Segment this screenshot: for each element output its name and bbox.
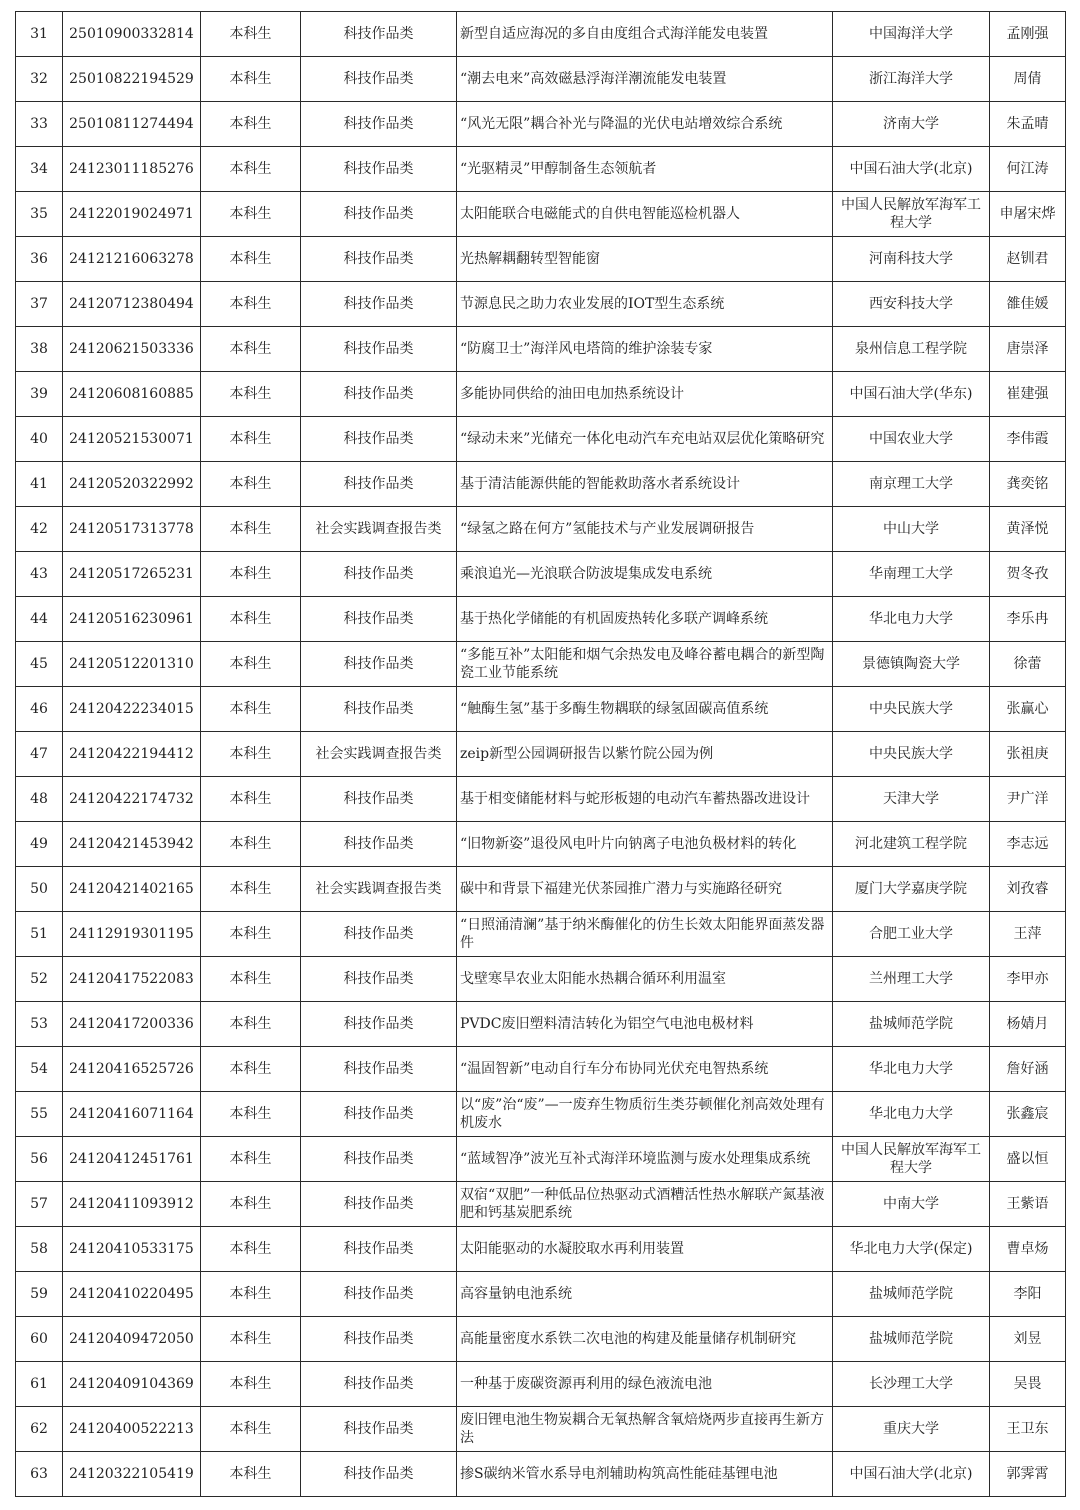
- project-title: “防腐卫士”海洋风电塔筒的维护涂装专家: [457, 327, 833, 372]
- student-level: 本科生: [201, 1362, 301, 1407]
- project-title: 节源息民之助力农业发展的IOT型生态系统: [457, 282, 833, 327]
- project-title: “蓝域智净”波光互补式海洋环境监测与废水处理集成系统: [457, 1137, 833, 1182]
- table-row: [16, 282, 1066, 327]
- entry-id: 24120322105419: [63, 1452, 201, 1497]
- applicant-name: 吴畏: [990, 1362, 1066, 1407]
- applicant-name: 龚奕铭: [990, 462, 1066, 507]
- applicant-name: 曹卓炀: [990, 1227, 1066, 1272]
- school-name: 景德镇陶瓷大学: [833, 642, 990, 687]
- school-name: 华北电力大学(保定): [833, 1227, 990, 1272]
- entry-id: 24120608160885: [63, 372, 201, 417]
- row-number: 37: [16, 282, 63, 327]
- entry-id: 24120516230961: [63, 597, 201, 642]
- school-name: 天津大学: [833, 777, 990, 822]
- row-number: 53: [16, 1002, 63, 1047]
- table-body: [16, 12, 1066, 1497]
- table-row: [16, 507, 1066, 552]
- entry-id: 24120521530071: [63, 417, 201, 462]
- student-level: 本科生: [201, 1407, 301, 1452]
- school-name: 中国人民解放军海军工程大学: [833, 192, 990, 237]
- table-row: [16, 1047, 1066, 1092]
- work-category: 科技作品类: [301, 1227, 457, 1272]
- project-title: 太阳能驱动的水凝胶取水再利用装置: [457, 1227, 833, 1272]
- school-name: 浙江海洋大学: [833, 57, 990, 102]
- student-level: 本科生: [201, 1272, 301, 1317]
- row-number: 34: [16, 147, 63, 192]
- work-category: 科技作品类: [301, 1002, 457, 1047]
- work-category: 科技作品类: [301, 1317, 457, 1362]
- entry-id: 24120422234015: [63, 687, 201, 732]
- work-category: 社会实践调查报告类: [301, 732, 457, 777]
- school-name: 华北电力大学: [833, 1092, 990, 1137]
- entry-id: 24120410533175: [63, 1227, 201, 1272]
- student-level: 本科生: [201, 1182, 301, 1227]
- row-number: 45: [16, 642, 63, 687]
- table-row: [16, 57, 1066, 102]
- table-row: [16, 867, 1066, 912]
- applicant-name: 郭霁霄: [990, 1452, 1066, 1497]
- entry-id: 24123011185276: [63, 147, 201, 192]
- applicant-name: 刘孜睿: [990, 867, 1066, 912]
- student-level: 本科生: [201, 1047, 301, 1092]
- student-level: 本科生: [201, 237, 301, 282]
- student-level: 本科生: [201, 192, 301, 237]
- student-level: 本科生: [201, 102, 301, 147]
- project-title: 乘浪追光—光浪联合防波堤集成发电系统: [457, 552, 833, 597]
- table-row: [16, 237, 1066, 282]
- student-level: 本科生: [201, 282, 301, 327]
- work-category: 科技作品类: [301, 102, 457, 147]
- project-title: “触酶生氢”基于多酶生物耦联的绿氢固碳高值系统: [457, 687, 833, 732]
- entry-id: 24120421453942: [63, 822, 201, 867]
- entry-id: 24120520322992: [63, 462, 201, 507]
- applicant-name: 王卫东: [990, 1407, 1066, 1452]
- applicant-name: 詹好涵: [990, 1047, 1066, 1092]
- row-number: 41: [16, 462, 63, 507]
- row-number: 55: [16, 1092, 63, 1137]
- applicant-name: 何江涛: [990, 147, 1066, 192]
- entry-id: 24120712380494: [63, 282, 201, 327]
- row-number: 46: [16, 687, 63, 732]
- student-level: 本科生: [201, 462, 301, 507]
- work-category: 科技作品类: [301, 777, 457, 822]
- entry-id: 24120517265231: [63, 552, 201, 597]
- student-level: 本科生: [201, 957, 301, 1002]
- work-category: 科技作品类: [301, 372, 457, 417]
- table-row: [16, 777, 1066, 822]
- project-title: 碳中和背景下福建光伏茶园推广潜力与实施路径研究: [457, 867, 833, 912]
- school-name: 西安科技大学: [833, 282, 990, 327]
- results-table: [15, 11, 1066, 1497]
- student-level: 本科生: [201, 1002, 301, 1047]
- row-number: 50: [16, 867, 63, 912]
- row-number: 47: [16, 732, 63, 777]
- table-row: [16, 1362, 1066, 1407]
- applicant-name: 孟刚强: [990, 12, 1066, 57]
- work-category: 科技作品类: [301, 822, 457, 867]
- entry-id: 25010822194529: [63, 57, 201, 102]
- school-name: 中国海洋大学: [833, 12, 990, 57]
- work-category: 科技作品类: [301, 462, 457, 507]
- work-category: 科技作品类: [301, 687, 457, 732]
- applicant-name: 王萍: [990, 912, 1066, 957]
- work-category: 科技作品类: [301, 552, 457, 597]
- work-category: 社会实践调查报告类: [301, 867, 457, 912]
- entry-id: 25010811274494: [63, 102, 201, 147]
- applicant-name: 唐崇泽: [990, 327, 1066, 372]
- work-category: 科技作品类: [301, 1047, 457, 1092]
- student-level: 本科生: [201, 867, 301, 912]
- work-category: 科技作品类: [301, 1272, 457, 1317]
- applicant-name: 杨婧月: [990, 1002, 1066, 1047]
- applicant-name: 贺冬孜: [990, 552, 1066, 597]
- work-category: 社会实践调查报告类: [301, 507, 457, 552]
- entry-id: 24120422194412: [63, 732, 201, 777]
- project-title: “光驱精灵”甲醇制备生态领航者: [457, 147, 833, 192]
- student-level: 本科生: [201, 777, 301, 822]
- student-level: 本科生: [201, 687, 301, 732]
- work-category: 科技作品类: [301, 1092, 457, 1137]
- table-row: [16, 552, 1066, 597]
- project-title: 戈壁寒旱农业太阳能水热耦合循环利用温室: [457, 957, 833, 1002]
- applicant-name: 黄泽悦: [990, 507, 1066, 552]
- work-category: 科技作品类: [301, 192, 457, 237]
- row-number: 59: [16, 1272, 63, 1317]
- applicant-name: 李伟霞: [990, 417, 1066, 462]
- entry-id: 25010900332814: [63, 12, 201, 57]
- entry-id: 24120417200336: [63, 1002, 201, 1047]
- row-number: 61: [16, 1362, 63, 1407]
- project-title: 高容量钠电池系统: [457, 1272, 833, 1317]
- row-number: 42: [16, 507, 63, 552]
- entry-id: 24120517313778: [63, 507, 201, 552]
- work-category: 科技作品类: [301, 417, 457, 462]
- row-number: 57: [16, 1182, 63, 1227]
- school-name: 盐城师范学院: [833, 1317, 990, 1362]
- school-name: 中央民族大学: [833, 732, 990, 777]
- project-title: 一种基于废碳资源再利用的绿色液流电池: [457, 1362, 833, 1407]
- project-title: “旧物新姿”退役风电叶片向钠离子电池负极材料的转化: [457, 822, 833, 867]
- school-name: 中南大学: [833, 1182, 990, 1227]
- work-category: 科技作品类: [301, 957, 457, 1002]
- project-title: 高能量密度水系铁二次电池的构建及能量储存机制研究: [457, 1317, 833, 1362]
- table-row: [16, 732, 1066, 777]
- entry-id: 24120411093912: [63, 1182, 201, 1227]
- student-level: 本科生: [201, 147, 301, 192]
- table-row: [16, 1002, 1066, 1047]
- school-name: 南京理工大学: [833, 462, 990, 507]
- row-number: 51: [16, 912, 63, 957]
- project-title: “多能互补”太阳能和烟气余热发电及峰谷蓄电耦合的新型陶瓷工业节能系统: [457, 642, 833, 687]
- work-category: 科技作品类: [301, 642, 457, 687]
- row-number: 44: [16, 597, 63, 642]
- table-row: [16, 597, 1066, 642]
- table-row: [16, 1407, 1066, 1452]
- row-number: 32: [16, 57, 63, 102]
- table-row: [16, 1452, 1066, 1497]
- student-level: 本科生: [201, 57, 301, 102]
- school-name: 中国农业大学: [833, 417, 990, 462]
- row-number: 49: [16, 822, 63, 867]
- school-name: 盐城师范学院: [833, 1272, 990, 1317]
- applicant-name: 李乐冉: [990, 597, 1066, 642]
- row-number: 48: [16, 777, 63, 822]
- school-name: 济南大学: [833, 102, 990, 147]
- entry-id: 24120416525726: [63, 1047, 201, 1092]
- applicant-name: 张祖庚: [990, 732, 1066, 777]
- school-name: 华北电力大学: [833, 597, 990, 642]
- table-row: [16, 642, 1066, 687]
- student-level: 本科生: [201, 642, 301, 687]
- work-category: 科技作品类: [301, 1362, 457, 1407]
- project-title: 多能协同供给的油田电加热系统设计: [457, 372, 833, 417]
- applicant-name: 张赢心: [990, 687, 1066, 732]
- work-category: 科技作品类: [301, 597, 457, 642]
- row-number: 58: [16, 1227, 63, 1272]
- work-category: 科技作品类: [301, 12, 457, 57]
- student-level: 本科生: [201, 1092, 301, 1137]
- applicant-name: 张鑫宸: [990, 1092, 1066, 1137]
- project-title: zeip新型公园调研报告以紫竹院公园为例: [457, 732, 833, 777]
- project-title: PVDC废旧塑料清洁转化为铝空气电池电极材料: [457, 1002, 833, 1047]
- row-number: 39: [16, 372, 63, 417]
- work-category: 科技作品类: [301, 57, 457, 102]
- entry-id: 24120409104369: [63, 1362, 201, 1407]
- entry-id: 24120417522083: [63, 957, 201, 1002]
- entry-id: 24120621503336: [63, 327, 201, 372]
- table-row: [16, 1227, 1066, 1272]
- row-number: 38: [16, 327, 63, 372]
- project-title: “潮去电来”高效磁悬浮海洋潮流能发电装置: [457, 57, 833, 102]
- school-name: 河北建筑工程学院: [833, 822, 990, 867]
- entry-id: 24120416071164: [63, 1092, 201, 1137]
- student-level: 本科生: [201, 912, 301, 957]
- project-title: 掺S碳纳米管水系导电剂辅助构筑高性能硅基锂电池: [457, 1452, 833, 1497]
- entry-id: 24120421402165: [63, 867, 201, 912]
- applicant-name: 雒佳媛: [990, 282, 1066, 327]
- applicant-name: 朱孟晴: [990, 102, 1066, 147]
- project-title: 基于清洁能源供能的智能救助落水者系统设计: [457, 462, 833, 507]
- student-level: 本科生: [201, 1452, 301, 1497]
- school-name: 华南理工大学: [833, 552, 990, 597]
- table-row: [16, 912, 1066, 957]
- school-name: 华北电力大学: [833, 1047, 990, 1092]
- row-number: 56: [16, 1137, 63, 1182]
- student-level: 本科生: [201, 372, 301, 417]
- table-row: [16, 147, 1066, 192]
- student-level: 本科生: [201, 822, 301, 867]
- entry-id: 24122019024971: [63, 192, 201, 237]
- project-title: “绿动未来”光储充一体化电动汽车充电站双层优化策略研究: [457, 417, 833, 462]
- row-number: 52: [16, 957, 63, 1002]
- applicant-name: 李甲亦: [990, 957, 1066, 1002]
- applicant-name: 申屠宋烨: [990, 192, 1066, 237]
- work-category: 科技作品类: [301, 1137, 457, 1182]
- applicant-name: 李阳: [990, 1272, 1066, 1317]
- table-row: [16, 462, 1066, 507]
- entry-id: 24120410220495: [63, 1272, 201, 1317]
- table-row: [16, 1317, 1066, 1362]
- row-number: 63: [16, 1452, 63, 1497]
- table-row: [16, 1182, 1066, 1227]
- applicant-name: 尹广洋: [990, 777, 1066, 822]
- row-number: 33: [16, 102, 63, 147]
- student-level: 本科生: [201, 1137, 301, 1182]
- school-name: 中国人民解放军海军工程大学: [833, 1137, 990, 1182]
- school-name: 中国石油大学(华东): [833, 372, 990, 417]
- work-category: 科技作品类: [301, 1182, 457, 1227]
- school-name: 厦门大学嘉庚学院: [833, 867, 990, 912]
- school-name: 长沙理工大学: [833, 1362, 990, 1407]
- student-level: 本科生: [201, 597, 301, 642]
- work-category: 科技作品类: [301, 147, 457, 192]
- project-title: 基于热化学储能的有机固废热转化多联产调峰系统: [457, 597, 833, 642]
- school-name: 中国石油大学(北京): [833, 1452, 990, 1497]
- project-title: 太阳能联合电磁能式的自供电智能巡检机器人: [457, 192, 833, 237]
- entry-id: 24120409472050: [63, 1317, 201, 1362]
- work-category: 科技作品类: [301, 1452, 457, 1497]
- student-level: 本科生: [201, 327, 301, 372]
- entry-id: 24112919301195: [63, 912, 201, 957]
- row-number: 40: [16, 417, 63, 462]
- school-name: 重庆大学: [833, 1407, 990, 1452]
- school-name: 中央民族大学: [833, 687, 990, 732]
- row-number: 35: [16, 192, 63, 237]
- table-row: [16, 372, 1066, 417]
- student-level: 本科生: [201, 1227, 301, 1272]
- project-title: 光热解耦翻转型智能窗: [457, 237, 833, 282]
- table-row: [16, 12, 1066, 57]
- row-number: 62: [16, 1407, 63, 1452]
- work-category: 科技作品类: [301, 912, 457, 957]
- school-name: 盐城师范学院: [833, 1002, 990, 1047]
- entry-id: 24120412451761: [63, 1137, 201, 1182]
- project-title: 新型自适应海况的多自由度组合式海洋能发电装置: [457, 12, 833, 57]
- project-title: 废旧锂电池生物炭耦合无氧热解含氧焙烧两步直接再生新方法: [457, 1407, 833, 1452]
- applicant-name: 徐蕾: [990, 642, 1066, 687]
- student-level: 本科生: [201, 1317, 301, 1362]
- school-name: 泉州信息工程学院: [833, 327, 990, 372]
- applicant-name: 盛以恒: [990, 1137, 1066, 1182]
- entry-id: 24120400522213: [63, 1407, 201, 1452]
- table-row: [16, 957, 1066, 1002]
- student-level: 本科生: [201, 12, 301, 57]
- student-level: 本科生: [201, 507, 301, 552]
- school-name: 中国石油大学(北京): [833, 147, 990, 192]
- applicant-name: 赵钏君: [990, 237, 1066, 282]
- entry-id: 24120422174732: [63, 777, 201, 822]
- row-number: 31: [16, 12, 63, 57]
- school-name: 合肥工业大学: [833, 912, 990, 957]
- table-row: [16, 192, 1066, 237]
- table-row: [16, 1137, 1066, 1182]
- entry-id: 24121216063278: [63, 237, 201, 282]
- entry-id: 24120512201310: [63, 642, 201, 687]
- school-name: 河南科技大学: [833, 237, 990, 282]
- student-level: 本科生: [201, 417, 301, 462]
- project-title: 基于相变储能材料与蛇形板翅的电动汽车蓄热器改进设计: [457, 777, 833, 822]
- applicant-name: 李志远: [990, 822, 1066, 867]
- table-row: [16, 687, 1066, 732]
- work-category: 科技作品类: [301, 282, 457, 327]
- row-number: 36: [16, 237, 63, 282]
- table-row: [16, 102, 1066, 147]
- applicant-name: 崔建强: [990, 372, 1066, 417]
- work-category: 科技作品类: [301, 327, 457, 372]
- table-row: [16, 1092, 1066, 1137]
- applicant-name: 周倩: [990, 57, 1066, 102]
- project-title: “绿氢之路在何方”氢能技术与产业发展调研报告: [457, 507, 833, 552]
- row-number: 60: [16, 1317, 63, 1362]
- school-name: 兰州理工大学: [833, 957, 990, 1002]
- student-level: 本科生: [201, 732, 301, 777]
- row-number: 43: [16, 552, 63, 597]
- work-category: 科技作品类: [301, 1407, 457, 1452]
- table-row: [16, 327, 1066, 372]
- school-name: 中山大学: [833, 507, 990, 552]
- table-row: [16, 822, 1066, 867]
- applicant-name: 王紫语: [990, 1182, 1066, 1227]
- table-row: [16, 417, 1066, 462]
- project-title: “温固智新”电动自行车分布协同光伏充电智热系统: [457, 1047, 833, 1092]
- student-level: 本科生: [201, 552, 301, 597]
- work-category: 科技作品类: [301, 237, 457, 282]
- project-title: “日照涌清澜”基于纳米酶催化的仿生长效太阳能界面蒸发器件: [457, 912, 833, 957]
- project-title: 双宿“双肥”一种低品位热驱动式酒糟活性热水解联产氮基液肥和钙基炭肥系统: [457, 1182, 833, 1227]
- table-row: [16, 1272, 1066, 1317]
- row-number: 54: [16, 1047, 63, 1092]
- project-title: 以“废”治“废”—一废弃生物质衍生类芬顿催化剂高效处理有机废水: [457, 1092, 833, 1137]
- applicant-name: 刘昱: [990, 1317, 1066, 1362]
- project-title: “风光无限”耦合补光与降温的光伏电站增效综合系统: [457, 102, 833, 147]
